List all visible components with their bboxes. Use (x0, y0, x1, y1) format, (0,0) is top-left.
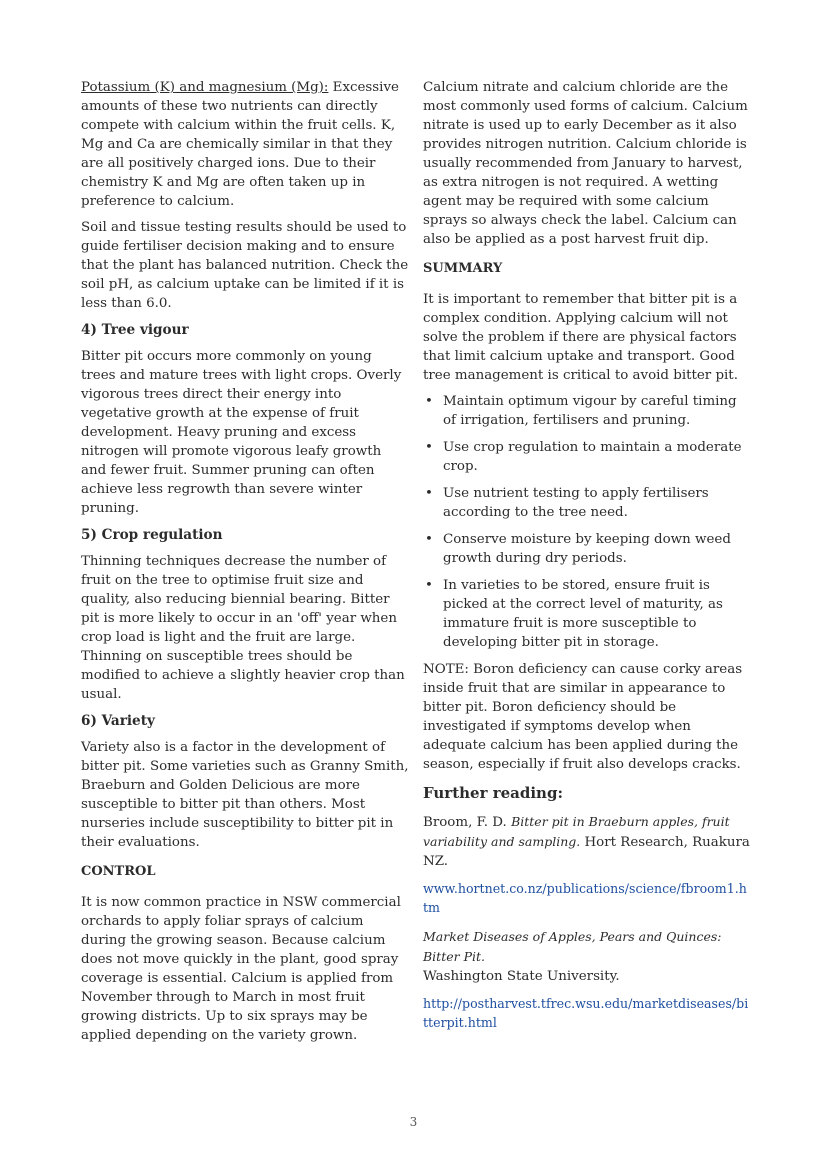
heading-tree-vigour: 4) Tree vigour (81, 322, 189, 338)
heading-control: CONTROL (81, 864, 156, 879)
list-item: • Use crop regulation to maintain a moderate crop. (423, 438, 751, 476)
potassium-lead: Potassium (K) and magnesium (Mg): (81, 80, 329, 95)
calcium-forms-paragraph: Calcium nitrate and calcium chloride are the most commonly used forms of calcium. Calcium nitrate is used up to early December as it also provides nitrogen nutrition. Calcium chloride is usually recommended from January to harvest, as extra nitrogen is not required. A wetting agent may be required with some calcium sprays so always check the label. Calcium can also be applied as a post harvest fruit dip. (423, 80, 748, 247)
control-paragraph: It is now common practice in NSW commercial orchards to apply foliar sprays of calcium during the growing season. Because calcium does not move quickly in the plant, good spray coverage is essential. Calcium is applied from November through to March in most fruit growing districts. Up to six sprays may be applied depending on the variety grown. (81, 895, 401, 1043)
variety-paragraph: Variety also is a factor in the development of bitter pit. Some varieties such as Granny Smith, Braeburn and Golden Delicious are more susceptible to bitter pit than others. Most nurseries include susceptibility to bitter pit in their evaluations. (81, 740, 409, 850)
heading-further-reading: Further reading: (423, 784, 563, 802)
reference-title: Bitter pit in Braeburn apples, fruit variability and sampling. (423, 814, 730, 849)
soil-testing-paragraph: Soil and tissue testing results should be used to guide fertiliser decision making and to ensure that the plant has balanced nutrition. Check the soil pH, as calcium uptake can be limited if it is less than 6.0. (81, 220, 409, 311)
reference-publisher: Hort Research, Ruakura NZ. (423, 835, 750, 869)
list-item: • In varieties to be stored, ensure fruit is picked at the correct level of maturity, as immature fruit is more susceptible to developing bitter pit in storage. (423, 576, 751, 652)
potassium-text: Excessive amounts of these two nutrients can directly compete with calcium within the fruit cells. K, Mg and Ca are chemically similar in that they are all positively charged ions. Due to their chemistry K and Mg are often taken up in preference to calcium. (81, 80, 399, 209)
hortnet-link[interactable]: www.hortnet.co.nz/publications/science/fbroom1.htm (423, 881, 747, 915)
right-column (423, 78, 751, 1042)
list-item: • Use nutrient testing to apply fertilisers according to the tree need. (423, 484, 751, 522)
boron-note-paragraph: NOTE: Boron deficiency can cause corky areas inside fruit that are similar in appearance to bitter pit. Boron deficiency should be investigated if symptoms develop when adequate calcium has been applied during the season, especially if fruit also develops cracks. (423, 662, 743, 772)
potassium-paragraph (81, 78, 409, 211)
heading-crop-regulation: 5) Crop regulation (81, 527, 223, 543)
reference-publisher: Washington State University. (423, 969, 620, 984)
reference-broom (423, 812, 751, 871)
heading-summary: SUMMARY (423, 261, 503, 276)
left-column (81, 78, 409, 1052)
summary-list (423, 392, 751, 652)
reference-market-diseases (423, 927, 751, 986)
list-item: • Conserve moisture by keeping down weed growth during dry periods. (423, 530, 751, 568)
reference-title: Market Diseases of Apples, Pears and Quinces: Bitter Pit. (423, 929, 722, 964)
heading-variety: 6) Variety (81, 713, 155, 729)
wsu-bitterpit-link[interactable]: http://postharvest.tfrec.wsu.edu/marketdiseases/bitterpit.html (423, 996, 749, 1030)
reference-author: Broom, F. D. (423, 815, 512, 830)
crop-regulation-paragraph: Thinning techniques decrease the number of fruit on the tree to optimise fruit size and quality, also reducing biennial bearing. Bitter pit is more likely to occur in an 'off' year when crop load is light and the fruit are large. Thinning on susceptible trees should be modified to achieve a slightly heavier crop than usual. (81, 554, 405, 702)
tree-vigour-paragraph: Bitter pit occurs more commonly on young trees and mature trees with light crops. Overly vigorous trees direct their energy into vegetative growth at the expense of fruit development. Heavy pruning and excess nitrogen will promote vigorous leafy growth and fewer fruit. Summer pruning can often achieve less regrowth than severe winter pruning. (81, 349, 402, 516)
page-number: 3 (409, 1115, 418, 1129)
summary-paragraph: It is important to remember that bitter pit is a complex condition. Applying calcium will not solve the problem if there are physical factors that limit calcium uptake and transport. Good tree management is critical to avoid bitter pit. (423, 292, 738, 383)
list-item: • Maintain optimum vigour by careful timing of irrigation, fertilisers and pruning. (423, 392, 751, 430)
